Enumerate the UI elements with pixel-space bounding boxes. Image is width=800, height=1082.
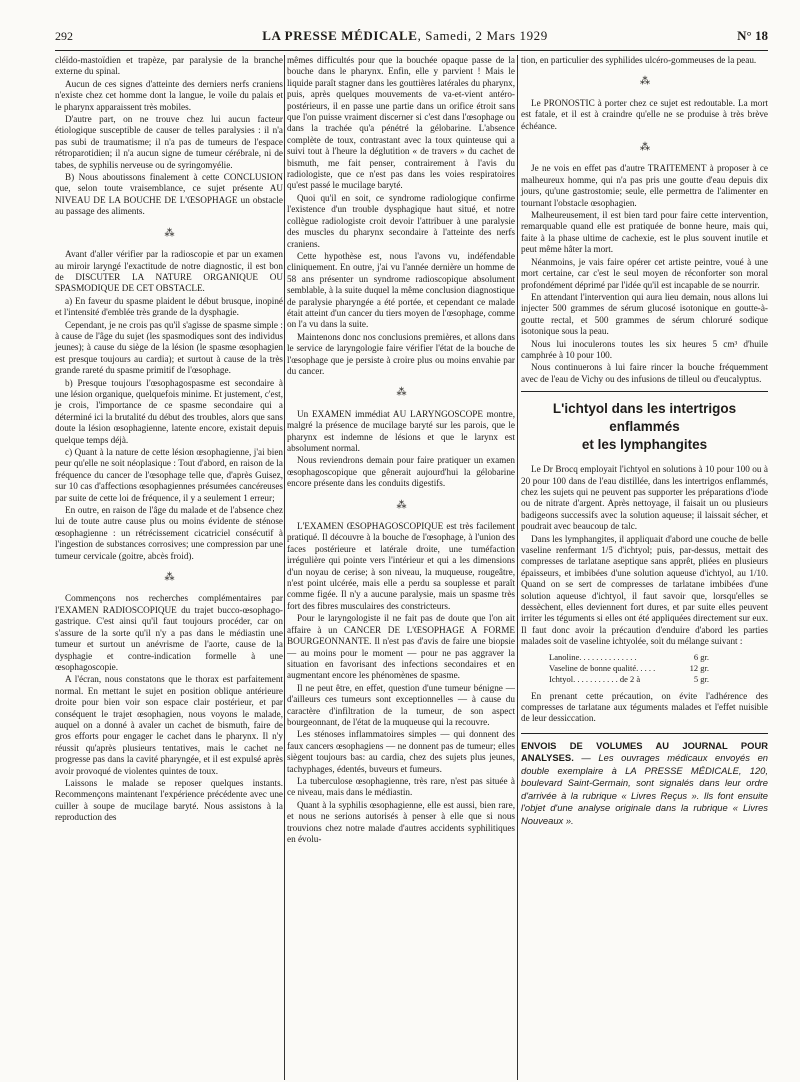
article-paragraph: Le Dr Brocq employait l'ichtyol en solutions à 10 pour 100 ou à 20 pour 100 dans de l'eau distillée, dans les intertrigos enflammés, chez les sujets qui ne peuvent pas supporter les préparations d'iode ou de nitrate d'argent. Après nettoyage, il faisait un ou plusieurs badigeons successifs avec la solution aqueuse; il laissait sécher, et poudrait avec beaucoup de talc. bbox=[521, 464, 768, 532]
formula-row bbox=[549, 663, 709, 674]
paragraph: Nous continuerons à lui faire rincer la bouche fréquemment avec de l'eau de Vichy ou des infusions de tilleul ou d'eucalyptus. bbox=[521, 362, 768, 384]
paragraph: Aucun de ces signes d'atteinte des derniers nerfs craniens n'existe chez cet homme dont la langue, le voile du palais et le pharynx apparaissent très mobiles. bbox=[55, 78, 283, 112]
paragraph: Laissons le malade se reposer quelques instants. Recommençons maintenant l'expérience précédente avec une cuiller à soupe de mucilage baryté. Nous assistons à la reproduction des bbox=[55, 777, 283, 823]
issue-date: , Samedi, 2 Mars 1929 bbox=[417, 28, 548, 43]
formula-ingredient: Vaseline de bonne qualité. . . . . bbox=[549, 662, 656, 673]
paragraph: cléïdo-mastoïdien et trapèze, par paralysie de la branche externe du spinal. bbox=[55, 55, 283, 77]
paragraph: Il ne peut être, en effet, question d'une tumeur bénigne — d'ailleurs ces tumeurs sont exceptionnelles — à cause du caractère d'infiltration de la tumeur, de son aspect bourgeonnant, de l'état de la muqueuse qui la recouvre. bbox=[287, 682, 515, 727]
section-rule bbox=[521, 733, 768, 734]
paragraph: b) Presque toujours l'œsophagospasme est secondaire à une lésion organique, quelquefois minime. Et justement, c'est, je crois, l'importance de ce spasme secondaire qui a déterminé ici la brutalité du début des troubles, alors que sans doute la lésion œsophagienne, latente encore, existait depuis quelque temps déjà. bbox=[55, 377, 283, 445]
article-paragraph: Dans les lymphangites, il appliquait d'abord une couche de belle vaseline renfermant 1/5 d'ichtyol; puis, par-dessus, mettait des compresses de tarlatane aseptique sans apprêt, pliées en plusieurs épaisseurs, et imbibées d'une solution aqueuse d'ichtyol, au 1/10. Quand on se sert de compresses de tarlatane imbibées d'une solution aqueuse d'ichtyol, il faut savoir que, lorsqu'elles se dessèchent, elles deviennent fort dures, et par suite elles peuvent irriter les téguments si elles ont été appliquées directement sur eux. Il faut donc avoir la précaution d'enduire d'abord les parties malades soit de vaseline ichtyolée, soit du mélange suivant : bbox=[521, 533, 768, 647]
column-1 bbox=[55, 55, 283, 825]
formula-row bbox=[549, 674, 709, 685]
asterism: ⁂ bbox=[396, 387, 406, 399]
paragraph: A l'écran, nous constatons que le thorax est parfaitement normal. En mettant le sujet en position oblique antérieure droite pour bien voir son espace clair postérieur, et par conséquent le trajet œsophagien, nous voyons le malade, auquel on a donné à avaler un cachet de bismuth, faire de gros efforts pour engager le cachet dans le pharynx. Il n'y réussit qu'après plusieurs tentatives, mais le cachet ne progresse pas dans la cavité pharyngée, et il est expulsé après avoir provoqué de violentes quintes de toux. bbox=[55, 674, 283, 776]
notice-body: — Les ouvrages médicaux envoyés en double exemplaire à LA PRESSE MÉDICALE, 120, boulevard Saint-Germain, sont signalés dans leur ordre d'arrivée à la rubrique « Livres Reçus ». Ils font ensuite l'objet d'une analyse originale dans la rubrique « Livres Nouveaux ». bbox=[521, 752, 768, 826]
paragraph: En attendant l'intervention qui aura lieu demain, nous allons lui injecter 500 grammes de sérum glucosé isotonique en goutte-à-goutte rectal, et 500 grammes de sérum chloruré sodique isotonique sous la peau. bbox=[521, 291, 768, 337]
paragraph: Commençons nos recherches complémentaires par l'EXAMEN RADIOSCOPIQUE du trajet bucco-œsophago-gastrique. C'est ainsi qu'il faut toujours procéder, car on s'assure de la sorte qu'il n'y a pas dans le médiastin une tumeur et surtout un anévrisme de l'aorte, cause de la dysphagie et contre-indication formelle à une œsophagoscopie. bbox=[55, 593, 283, 672]
article-title-line: L'ichtyol dans les intertrigos enflammés bbox=[552, 401, 737, 435]
issue-number: N° 18 bbox=[737, 28, 768, 43]
column-rule bbox=[517, 55, 518, 1080]
paragraph: tion, en particulier des syphilides ulcéro-gommeuses de la peau. bbox=[521, 55, 757, 65]
formula-ingredient: Lanoline. . . . . . . . . . . . . . bbox=[549, 651, 637, 662]
paragraph: Cependant, je ne crois pas qu'il s'agisse de spasme simple : à cause de l'âge du sujet (les spasmodiques sont des individus jeunes); à cause du siège de la lésion (le spasme œsophagien est presque toujours au cardia); et surtout à cause de la très grande rareté du spasme primitif de l'œsophage. bbox=[55, 319, 283, 376]
paragraph: Le PRONOSTIC à porter chez ce sujet est redoutable. La mort est fatale, et il est à craindre qu'elle ne se produise à très brève échéance. bbox=[521, 97, 768, 131]
paragraph: Cette hypothèse est, nous l'avons vu, indéfendable cliniquement. En outre, j'ai vu l'année dernière un homme de 58 ans présenter un syndrome radioscopique absolument semblable, à la suite duquel la même conclusion diagnostique de paralysie pharyngée a été portée, et cependant ce malade était atteint d'un cancer du tiers moyen de l'œsophage, comme on l'a vu dans la suite. bbox=[287, 250, 515, 330]
formula-quantity: 12 gr. bbox=[689, 662, 709, 673]
article-title bbox=[521, 400, 768, 454]
notice-heading: ENVOIS DE VOLUMES AU JOURNAL POUR ANALYSES. bbox=[521, 739, 768, 764]
notice-box bbox=[521, 740, 768, 828]
paragraph: B) Nous aboutissons finalement à cette CONCLUSION que, selon toute vraisemblance, ce sujet présente AU NIVEAU DE LA BOUCHE DE L'ŒSOPHAGE un obstacle au passage des aliments. bbox=[55, 172, 283, 217]
formula-ingredient: Ichtyol. . . . . . . . . . . de 2 à bbox=[549, 673, 641, 684]
paragraph: Quant à la syphilis œsophagienne, elle est aussi, bien rare, et nous ne serions autorisés à penser à elle que si nous trouvions chez notre malade d'autres accidents syphilitiques en évolu- bbox=[287, 799, 515, 844]
paragraph: Les sténoses inflammatoires simples — qui donnent des faux cancers œsophagiens — ne donnent pas de tumeur; elles siègent toujours bas: au cardia, chez des sujets plus jeunes, tachyphages, édentés, buveurs et fumeurs. bbox=[287, 729, 515, 774]
paragraph: Avant d'aller vérifier par la radioscopie et par un examen au miroir laryngé l'exactitude de notre diagnostic, il est bon de DISCUTER LA NATURE ORGANIQUE OU SPASMODIQUE DE CET OBSTACLE. bbox=[55, 249, 283, 294]
formula-quantity: 6 gr. bbox=[693, 651, 709, 662]
article-title-line: et les lymphangites bbox=[581, 437, 708, 453]
paragraph: c) Quant à la nature de cette lésion œsophagienne, j'ai bien peur qu'elle ne soit néoplasique : Tout d'abord, en raison de la fréquence du cancer de l'œsophage telle que, d'après Guisez, sur 10 cas d'affections œsophagiennes présumées cancéreuses par suite de cette loi de fréquence, il y a seulement 1 erreur; bbox=[55, 447, 283, 503]
section-rule bbox=[521, 391, 768, 392]
paragraph: Quoi qu'il en soit, ce syndrome radiologique confirme l'existence d'un trouble dysphagique haut situé, et notre collègue radiologiste croit devoir l'attribuer à une paralysie des muscles du pharynx secondaire à l'atteinte des nerfs craniens. bbox=[287, 192, 515, 249]
paragraph: Néanmoins, je vais faire opérer cet artiste peintre, voué à une mort certaine, car c'est le seul moyen de réconforter son moral profondément déprimé par l'idée qu'il est incapable de se nourrir. bbox=[521, 256, 768, 290]
formula-row bbox=[549, 652, 709, 663]
paragraph: D'autre part, on ne trouve chez lui aucun facteur étiologique susceptible de causer de telles paralysies : il n'a pas subi de traumatisme; il n'a pas de tumeurs de l'espace rétroparotidien; il n'a aucun signe de tumeur cérébrale, ni de tabes, de syphilis nerveuse ou de syringomyélie. bbox=[55, 114, 283, 170]
paragraph: Nous reviendrons demain pour faire pratiquer un examen œsophagoscopique que gênerait aujourd'hui la gélobarine encore présente dans les conduits digestifs. bbox=[287, 455, 515, 489]
asterism: ⁂ bbox=[164, 227, 174, 239]
paragraph: Maintenons donc nos conclusions premières, et allons dans le service de laryngologie faire vérifier l'état de la bouche de l'œsophage que je persiste à croire plus ou moins envahie par du cancer. bbox=[287, 331, 515, 376]
paragraph: En outre, en raison de l'âge du malade et de l'absence chez lui de toute autre cause plus ou moins évidente de sténose œsophagienne : un rétrécissement cicatriciel consécutif à l'ingestion de substances corrosives; une compression par une tumeur cervicale (goitre, abcès froid). bbox=[55, 505, 283, 561]
paragraph: Malheureusement, il est bien tard pour faire cette intervention, remarquable quand elle est pratiquée de bonne heure, mais qui, faite à la phase ultime de cachexie, est le plus souvent inutile et peut même hâter la mort. bbox=[521, 210, 768, 255]
formula-quantity: 5 gr. bbox=[693, 673, 709, 684]
formula bbox=[549, 652, 768, 685]
asterism: ⁂ bbox=[396, 499, 406, 511]
asterism: ⁂ bbox=[164, 572, 174, 584]
paragraph: La tuberculose œsophagienne, très rare, n'est pas située à ce niveau, mais dans le médiastin. bbox=[287, 775, 515, 798]
running-title bbox=[262, 28, 548, 44]
paragraph: Un EXAMEN immédiat AU LARYNGOSCOPE montre, malgré la présence de mucilage baryté sur les parois, que le pharynx est indemne de lésions et que le larynx est absolument normal. bbox=[287, 408, 515, 453]
column-3 bbox=[521, 55, 768, 827]
journal-name: LA PRESSE MÉDICALE bbox=[262, 28, 418, 43]
asterism: ⁂ bbox=[640, 76, 649, 88]
page-number: 292 bbox=[55, 29, 73, 43]
column-rule bbox=[284, 55, 285, 1080]
asterism: ⁂ bbox=[640, 142, 649, 154]
page-header bbox=[55, 28, 768, 51]
paragraph: a) En faveur du spasme plaident le début brusque, inopiné et l'intensité d'emblée très grande de la dysphagie. bbox=[55, 295, 283, 318]
paragraph: Pour le laryngologiste il ne fait pas de doute que l'on ait affaire à un CANCER DE L'ŒSOPHAGE A FORME BOURGEONNANTE. Il n'est pas d'avis de faire une biopsie — au moins pour le moment — pour ne pas aggraver la situation en favorisant des infections secondaires et en augmentant encore les phénomènes de spasme. bbox=[287, 613, 515, 681]
paragraph: mêmes difficultés pour que la bouchée opaque passe de la bouche dans le pharynx. Enfin, elle y parvient ! Mais le liquide paraît stagner dans les gouttières latérales du pharynx, puis, après quelques mouvements de va-et-vient antéro-postérieurs, il en passe une partie dans un orifice étroit sans que l'on puisse vraiment discerner si c'est dans l'œsophage ou dans la trachée qu'a pénétré la gélobarine. L'absence complète de toux, contrastant avec la toux quinteuse qui a suivi tout à l'heure la déglutition « de travers » du cachet de bismuth, me fait penser, contrairement à l'avis du radiologiste, que ce n'est pas dans les voies respiratoires qu'est passé le mucilage baryté. bbox=[287, 55, 515, 191]
article-paragraph: En prenant cette précaution, on évite l'adhérence des compresses de tarlatane aux téguments malades et l'effet nuisible de leur dessiccation. bbox=[521, 690, 768, 724]
column-2 bbox=[287, 55, 515, 846]
paragraph: L'EXAMEN ŒSOPHAGOSCOPIQUE est très facilement pratiqué. Il découvre à la bouche de l'œsophage, à l'union des faces postérieure et latérale droite, une tuméfaction irrégulière qui pointe vers l'intérieur et qui a les dimensions d'un noyau de cerise; à son niveau, la muqueuse, rougeâtre, n'est point ulcérée, mais elle a perdu sa souplesse et paraît comme figée. Il n'y a aucune paralysie, mais un spasme très fort des fibres musculaires des constricteurs. bbox=[287, 521, 515, 611]
paragraph: Je ne vois en effet pas d'autre TRAITEMENT à proposer à ce malheureux homme, qui n'a pas pris une goutte d'eau depuis dix jours, qu'une gastrostomie; seule, elle permettra de l'alimenter en tournant l'obstacle œsophagien. bbox=[521, 163, 768, 208]
paragraph: Nous lui inoculerons toutes les six heures 5 cm³ d'huile camphrée à 10 pour 100. bbox=[521, 338, 768, 360]
